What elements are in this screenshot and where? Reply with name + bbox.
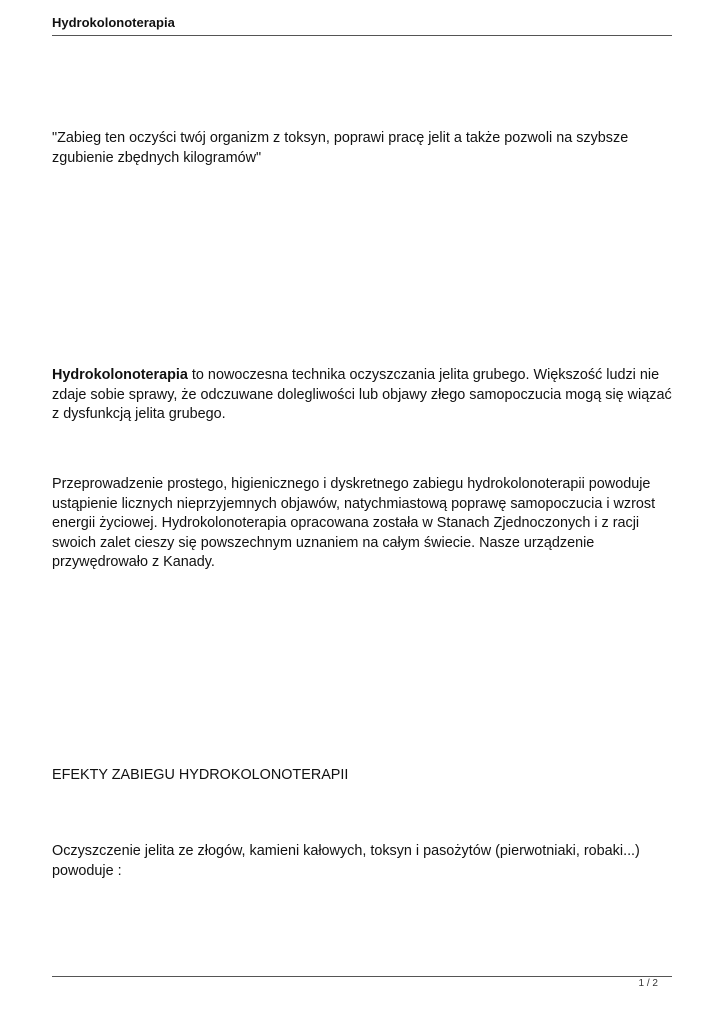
section-heading: EFEKTY ZABIEGU HYDROKOLONOTERAPII [52, 767, 349, 783]
quote-paragraph: "Zabieg ten oczyści twój organizm z toksyn, poprawi pracę jelit a także pozwoli na szybsze zgubienie zbędnych kilogramów" [52, 130, 629, 166]
intro-bold-term: Hydrokolonoterapia [52, 367, 188, 383]
intro-text: to nowoczesna technika oczyszczania jelita grubego. Większość ludzi nie zdaje sobie sprawy, że odczuwane dolegliwości lub objawy złego samopoczucia mogą się wiązać z dysfunkcją jelita grubego. [52, 367, 672, 422]
footer-divider [52, 976, 672, 977]
document-header-title: Hydrokolonoterapia [52, 15, 175, 30]
effects-paragraph: Oczyszczenie jelita ze złogów, kamieni kałowych, toksyn i pasożytów (pierwotniaki, robaki...) powoduje : [52, 843, 640, 879]
procedure-paragraph: Przeprowadzenie prostego, higienicznego i dyskretnego zabiegu hydrokolonoterapii powoduje ustąpienie licznych nieprzyjemnych objawów, natychmiastową poprawę samopoczucia i wzrost energii życiowej. Hydrokolonoterapia opracowana została w Stanach Zjednoczonych i z racji swoich zalet cieszy się powszechnym uznaniem na całym świecie. Nasze urządzenie przywędrowało z Kanady. [52, 476, 656, 570]
page-number: 1 / 2 [638, 978, 658, 989]
header-divider [52, 35, 672, 36]
intro-paragraph [52, 366, 672, 425]
